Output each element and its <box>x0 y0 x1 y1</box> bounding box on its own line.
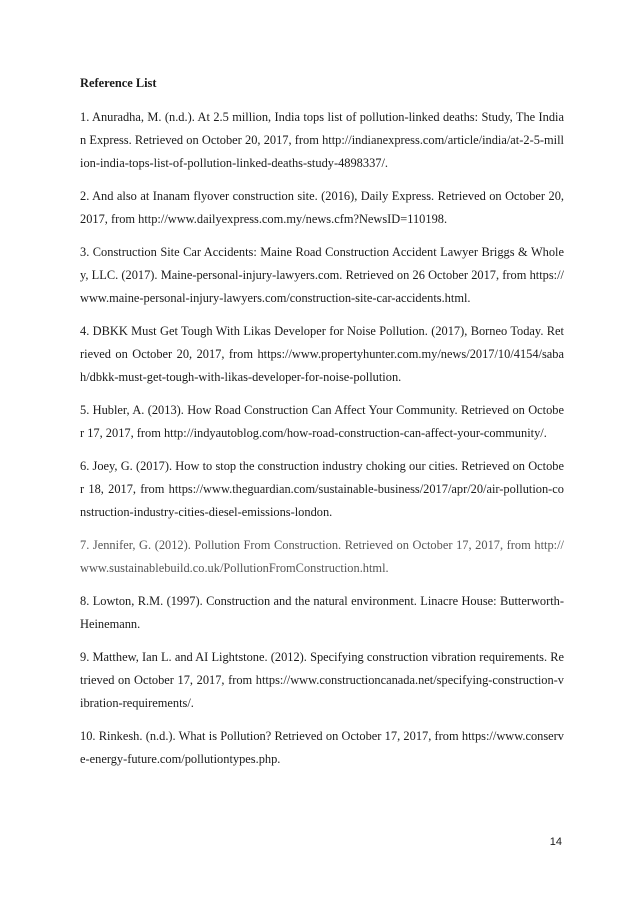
reference-item-10: 10. Rinkesh. (n.d.). What is Pollution? Retrieved on October 17, 2017, from https://www.conserve-energy-future.com/pollutiontypes.php. <box>80 729 564 766</box>
page-number: 14 <box>549 836 562 848</box>
reference-item-6: 6. Joey, G. (2017). How to stop the construction industry choking our cities. Retrieved on October 18, 2017, from https://www.theguardian.com/sustainable-business/2017/apr/20/air-pollution-construction-industry-cities-diesel-emissions-london. <box>80 459 564 519</box>
reference-item-4: 4. DBKK Must Get Tough With Likas Developer for Noise Pollution. (2017), Borneo Today. Retrieved on October 20, 2017, from https://www.propertyhunter.com.my/news/2017/10/4154/sabah/dbkk-must-get-tough-with-likas-developer-for-noise-pollution. <box>80 324 564 384</box>
reference-item-1: 1. Anuradha, M. (n.d.). At 2.5 million, India tops list of pollution-linked deaths: Study, The Indian Express. Retrieved on October 20, 2017, from http://indianexpress.com/article/india/at-2-5-million-india-tops-list-of-pollution-linked-deaths-study-4898337/. <box>80 110 564 170</box>
reference-list-heading: Reference List <box>80 76 157 90</box>
reference-item-3: 3. Construction Site Car Accidents: Maine Road Construction Accident Lawyer Briggs & Wholey, LLC. (2017). Maine-personal-injury-lawyers.com. Retrieved on 26 October 2017, from https://www.maine-personal-injury-lawyers.com/construction-site-car-accidents.html. <box>80 245 564 305</box>
reference-item-9: 9. Matthew, Ian L. and AI Lightstone. (2012). Specifying construction vibration requirements. Retrieved on October 17, 2017, from https://www.constructioncanada.net/specifying-construction-vibration-requirements/. <box>80 650 564 710</box>
reference-item-5: 5. Hubler, A. (2013). How Road Construction Can Affect Your Community. Retrieved on October 17, 2017, from http://indyautoblog.com/how-road-construction-can-affect-your-community/. <box>80 403 564 440</box>
reference-item-8: 8. Lowton, R.M. (1997). Construction and the natural environment. Linacre House: Butterworth-Heinemann. <box>80 594 564 631</box>
reference-item-7: 7. Jennifer, G. (2012). Pollution From Construction. Retrieved on October 17, 2017, from http://www.sustainablebuild.co.uk/PollutionFromConstruction.html. <box>80 538 564 575</box>
reference-list <box>80 72 564 781</box>
reference-item-2: 2. And also at Inanam flyover construction site. (2016), Daily Express. Retrieved on October 20, 2017, from http://www.dailyexpress.com.my/news.cfm?NewsID=110198. <box>80 189 564 226</box>
